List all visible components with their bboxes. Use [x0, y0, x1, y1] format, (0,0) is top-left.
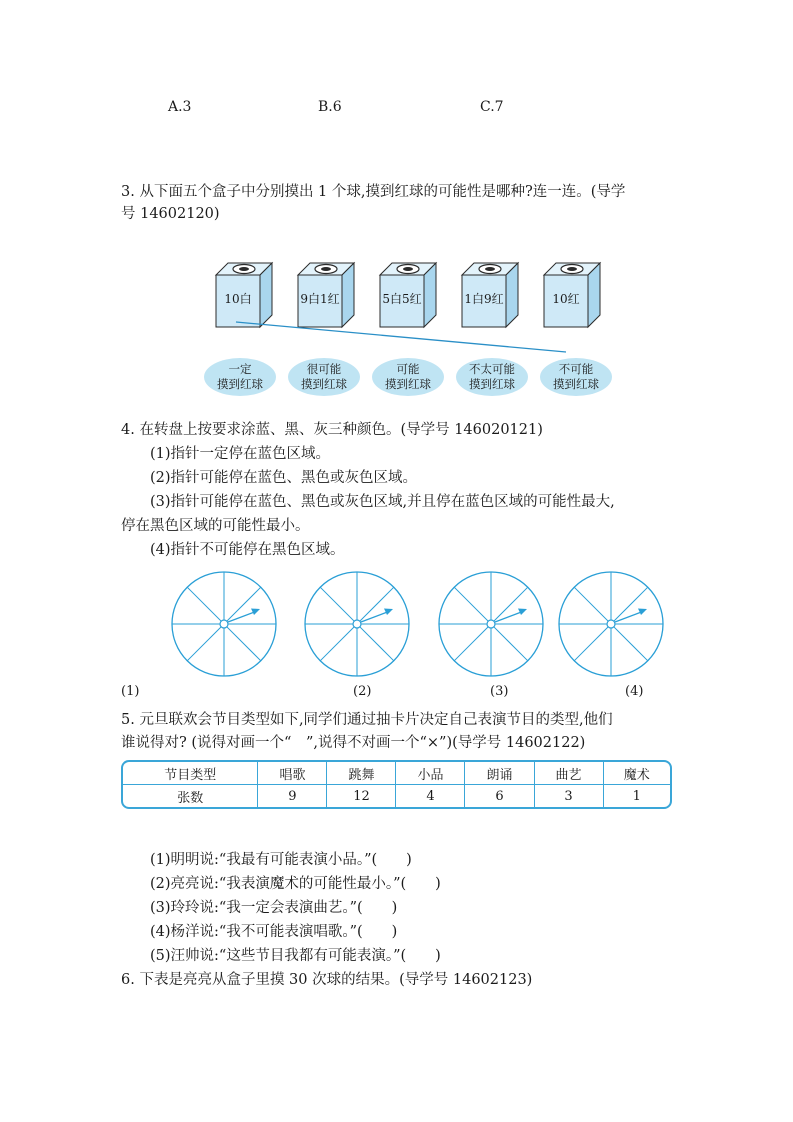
table-cell: 6	[465, 785, 534, 807]
q5-statement-4: (4)杨洋说:“我不可能表演唱歌。”( )	[150, 924, 398, 940]
q6-text: 6. 下表是亮亮从盒子里摸 30 次球的结果。(导学号 14602123)	[121, 972, 533, 988]
option-b: B.6	[318, 99, 342, 115]
oval-1-line1: 一定	[228, 362, 252, 376]
table-cell: 曲艺	[535, 762, 604, 785]
oval-4-line1: 不太可能	[469, 362, 515, 376]
table-cell: 小品	[396, 762, 465, 785]
oval-5-line1: 不可能	[558, 362, 594, 376]
oval-3-line2: 摸到红球	[385, 377, 431, 391]
option-a: A.3	[168, 99, 192, 115]
table-cell: 1	[632, 788, 641, 804]
oval-4-line2: 摸到红球	[469, 377, 515, 391]
wheel-2	[305, 572, 409, 676]
box-label-2: 9白1红	[300, 292, 340, 306]
q5-line2: 谁说得对? (说得对画一个“ ”,说得不对画一个“×”)(导学号 14602122)	[121, 735, 586, 751]
q5-statement-1: (1)明明说:“我最有可能表演小品。”( )	[150, 852, 412, 868]
box-label-4: 1白9红	[464, 292, 504, 306]
q4-item-2: (2)指针可能停在蓝色、黑色或灰色区域。	[150, 470, 418, 486]
wheel-1	[172, 572, 276, 676]
possibility-oval-1	[204, 358, 276, 396]
wheel-4	[559, 572, 663, 676]
spinner-wheels	[0, 560, 793, 685]
q5-statement-2: (2)亮亮说:“我表演魔术的可能性最小。”( )	[150, 876, 441, 892]
q3-text-line2: 号 14602120)	[121, 206, 220, 222]
table-cell: 12	[327, 785, 396, 807]
table-cell: 张数	[123, 785, 258, 807]
table-header-row	[123, 762, 670, 785]
q4-title: 4. 在转盘上按要求涂蓝、黑、灰三种颜色。(导学号 146020121)	[121, 422, 543, 438]
q5-statement-3: (3)玲玲说:“我一定会表演曲艺。”( )	[150, 900, 398, 916]
wheel-label-4: (4)	[625, 684, 644, 699]
table-cell: 朗诵	[465, 762, 534, 785]
possibility-oval-2	[288, 358, 360, 396]
box-label-3: 5白5红	[382, 292, 422, 306]
table-cell: 4	[396, 785, 465, 807]
oval-2-line2: 摸到红球	[301, 377, 347, 391]
table-cell: 3	[535, 785, 604, 807]
q4-item-4: (4)指针不可能停在黑色区域。	[150, 542, 345, 558]
q3-text-line1: 3. 从下面五个盒子中分别摸出 1 个球,摸到红球的可能性是哪种?连一连。(导学	[121, 184, 626, 200]
oval-1-line2: 摸到红球	[217, 377, 263, 391]
possibility-oval-5	[540, 358, 612, 396]
connector-line	[0, 0, 793, 400]
table-cell: 节目类型	[123, 762, 258, 785]
oval-5-line2: 摸到红球	[553, 377, 599, 391]
wheel-label-3: (3)	[490, 684, 509, 699]
q4-item-1: (1)指针一定停在蓝色区域。	[150, 446, 331, 462]
possibility-oval-4	[456, 358, 528, 396]
q4-item-3-cont: 停在黑色区域的可能性最小。	[121, 518, 310, 534]
q4-item-3: (3)指针可能停在蓝色、黑色或灰色区域,并且停在蓝色区域的可能性最大,	[150, 494, 615, 510]
program-table	[121, 760, 672, 809]
table-cell: 9	[258, 785, 327, 807]
option-c: C.7	[480, 99, 504, 115]
box-label-1: 10白	[224, 292, 252, 306]
table-cell: 跳舞	[327, 762, 396, 785]
q5-line1: 5. 元旦联欢会节目类型如下,同学们通过抽卡片决定自己表演节目的类型,他们	[121, 712, 613, 728]
table-row	[123, 785, 670, 807]
possibility-oval-3	[372, 358, 444, 396]
q5-statement-5: (5)汪帅说:“这些节目我都有可能表演。”( )	[150, 948, 441, 964]
wheel-3	[439, 572, 543, 676]
table-cell: 唱歌	[258, 762, 327, 785]
oval-2-line1: 很可能	[306, 362, 342, 376]
oval-3-line1: 可能	[396, 362, 420, 376]
wheel-label-1: (1)	[121, 684, 140, 699]
box-label-5: 10红	[552, 292, 580, 306]
table-cell: 魔术	[604, 762, 670, 785]
wheel-label-2: (2)	[353, 684, 372, 699]
